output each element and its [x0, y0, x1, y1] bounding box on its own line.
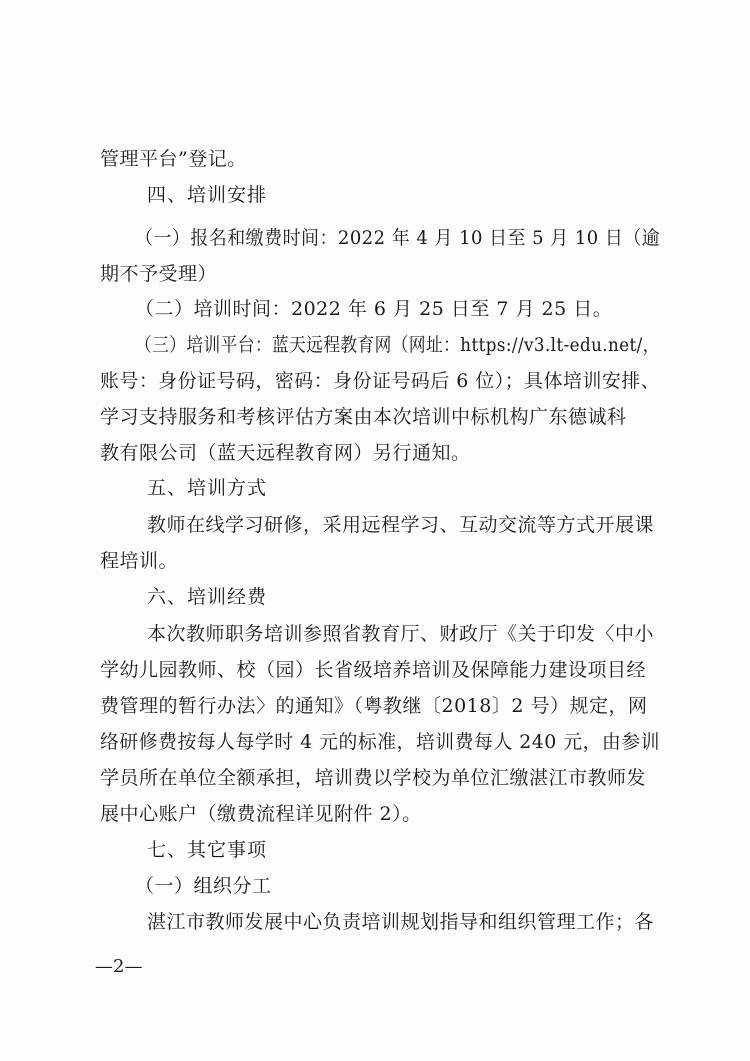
text-line: （三）培训平台：蓝天远程教育网（网址：https://v3.lt-edu.net/，	[135, 334, 660, 356]
page-number: —2—	[95, 956, 143, 977]
text-line: 展中心账户（缴费流程详见附件 2）。	[100, 803, 422, 825]
text-line: 湛江市教师发展中心负责培训规划指导和组织管理工作；各	[147, 911, 655, 933]
text-line: 期不予受理）	[100, 263, 218, 285]
text-line: 教师在线学习研修，采用远程学习、互动交流等方式开展课	[147, 514, 655, 536]
section-heading: 六、培训经费	[147, 586, 268, 608]
text-line: （一）组织分工	[135, 875, 272, 897]
text-line: 管理平台”登记。	[100, 148, 247, 170]
section-heading: 五、培训方式	[147, 477, 268, 499]
text-line: （一）报名和缴费时间：2022 年 4 月 10 日至 5 月 10 日（逾	[135, 227, 661, 249]
text-line: 络研修费按每人每学时 4 元的标准，培训费每人 240 元，由参训	[100, 731, 661, 753]
text-line: 学习支持服务和考核评估方案由本次培训中标机构广东德诚科	[100, 406, 627, 428]
section-heading: 七、其它事项	[147, 839, 268, 861]
text-line: 程培训。	[100, 550, 179, 572]
text-line: 费管理的暂行办法〉的通知》（粤教继〔2018〕2 号）规定，网	[100, 695, 648, 717]
text-line: 账号：身份证号码，密码：身份证号码后 6 位）；具体培训安排、	[100, 370, 661, 392]
text-line: 学员所在单位全额承担，培训费以学校为单位汇缴湛江市教师发	[100, 767, 647, 789]
section-heading: 四、培训安排	[147, 184, 268, 206]
text-line: （二）培训时间：2022 年 6 月 25 日至 7 月 25 日。	[135, 298, 613, 320]
text-line: 学幼儿园教师、校（园）长省级培养培训及保障能力建设项目经	[100, 659, 647, 681]
text-line: 教有限公司（蓝天远程教育网）另行通知。	[100, 442, 471, 464]
text-line: 本次教师职务培训参照省教育厅、财政厅《关于印发〈中小	[147, 623, 655, 645]
